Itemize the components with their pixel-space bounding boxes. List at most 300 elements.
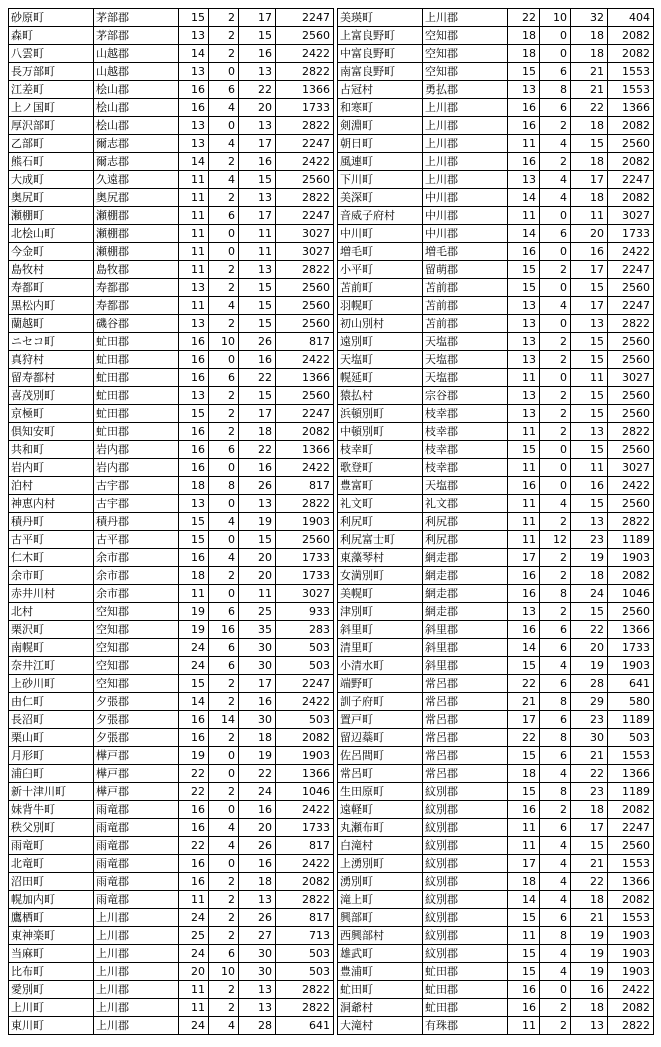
value-a-cell: 16 — [179, 819, 209, 837]
district-cell: 樺戸郡 — [94, 747, 179, 765]
value-a-cell: 16 — [179, 873, 209, 891]
total-cell: 29 — [571, 693, 608, 711]
value-b-cell: 2 — [209, 927, 239, 945]
district-cell: 上川郡 — [423, 171, 508, 189]
table-row — [9, 261, 334, 279]
total-cell: 18 — [571, 567, 608, 585]
table-row — [9, 603, 334, 621]
table-row — [9, 117, 334, 135]
district-cell: 天塩郡 — [423, 351, 508, 369]
table-row — [9, 477, 334, 495]
value-a-cell: 16 — [508, 153, 540, 171]
total-cell: 15 — [239, 531, 276, 549]
value-b-cell: 2 — [209, 999, 239, 1017]
town-name-cell: 仁木町 — [9, 549, 94, 567]
total-cell: 16 — [239, 351, 276, 369]
value-b-cell: 0 — [540, 315, 571, 333]
district-cell: 雨竜郡 — [94, 819, 179, 837]
value-b-cell: 2 — [209, 45, 239, 63]
district-cell: 瀬棚郡 — [94, 225, 179, 243]
rank-value-cell: 641 — [608, 675, 654, 693]
table-row — [338, 333, 654, 351]
total-cell: 24 — [571, 585, 608, 603]
district-cell: 空知郡 — [94, 603, 179, 621]
district-cell: 桧山郡 — [94, 117, 179, 135]
table-row — [9, 945, 334, 963]
table-row — [338, 585, 654, 603]
total-cell: 21 — [571, 63, 608, 81]
district-cell: 上川郡 — [423, 153, 508, 171]
value-b-cell: 6 — [540, 675, 571, 693]
total-cell: 26 — [239, 333, 276, 351]
table-row — [9, 873, 334, 891]
total-cell: 17 — [239, 405, 276, 423]
value-b-cell: 2 — [540, 261, 571, 279]
table-row — [9, 963, 334, 981]
value-b-cell: 4 — [209, 513, 239, 531]
value-a-cell: 16 — [179, 441, 209, 459]
value-b-cell: 4 — [540, 495, 571, 513]
table-row — [338, 243, 654, 261]
total-cell: 11 — [239, 225, 276, 243]
value-b-cell: 2 — [209, 567, 239, 585]
town-name-cell: 置戸町 — [338, 711, 423, 729]
town-name-cell: 東川町 — [9, 1017, 94, 1035]
total-cell: 16 — [239, 459, 276, 477]
rank-value-cell: 817 — [276, 477, 334, 495]
total-cell: 26 — [239, 477, 276, 495]
town-name-cell: 常呂町 — [338, 765, 423, 783]
total-cell: 15 — [571, 351, 608, 369]
table-row — [9, 639, 334, 657]
district-cell: 雨竜郡 — [94, 837, 179, 855]
district-cell: 雨竜郡 — [94, 855, 179, 873]
total-cell: 15 — [239, 279, 276, 297]
value-b-cell: 6 — [540, 63, 571, 81]
town-name-cell: 東神楽町 — [9, 927, 94, 945]
district-cell: 空知郡 — [94, 639, 179, 657]
town-name-cell: 瀬棚町 — [9, 207, 94, 225]
total-cell: 28 — [571, 675, 608, 693]
town-name-cell: 奈井江町 — [9, 657, 94, 675]
value-b-cell: 2 — [540, 153, 571, 171]
value-b-cell: 8 — [540, 81, 571, 99]
rank-value-cell: 2822 — [608, 513, 654, 531]
district-cell: 夕張郡 — [94, 711, 179, 729]
value-a-cell: 15 — [508, 963, 540, 981]
table-row — [338, 135, 654, 153]
town-name-cell: 大成町 — [9, 171, 94, 189]
rank-value-cell: 2560 — [608, 135, 654, 153]
total-cell: 13 — [239, 189, 276, 207]
town-name-cell: 秩父別町 — [9, 819, 94, 837]
town-name-cell: 留辺蘂町 — [338, 729, 423, 747]
town-name-cell: 中川町 — [338, 225, 423, 243]
table-row — [338, 909, 654, 927]
district-cell: 苫前郡 — [423, 297, 508, 315]
value-a-cell: 15 — [179, 531, 209, 549]
district-cell: 空知郡 — [423, 45, 508, 63]
rank-value-cell: 503 — [276, 945, 334, 963]
total-cell: 13 — [571, 315, 608, 333]
district-cell: 紋別郡 — [423, 801, 508, 819]
value-a-cell: 22 — [179, 765, 209, 783]
town-name-cell: 島牧村 — [9, 261, 94, 279]
value-b-cell: 2 — [209, 891, 239, 909]
town-name-cell: 虻田町 — [338, 981, 423, 999]
total-cell: 13 — [239, 495, 276, 513]
town-name-cell: 端野町 — [338, 675, 423, 693]
total-cell: 16 — [571, 243, 608, 261]
value-a-cell: 17 — [508, 711, 540, 729]
total-cell: 17 — [571, 297, 608, 315]
table-row — [338, 657, 654, 675]
total-cell: 13 — [239, 63, 276, 81]
total-cell: 18 — [571, 45, 608, 63]
district-cell: 夕張郡 — [94, 693, 179, 711]
district-cell: 虻田郡 — [94, 369, 179, 387]
table-row — [338, 999, 654, 1017]
town-name-cell: 風連町 — [338, 153, 423, 171]
total-cell: 22 — [571, 621, 608, 639]
value-a-cell: 13 — [508, 351, 540, 369]
value-a-cell: 25 — [179, 927, 209, 945]
table-row — [9, 531, 334, 549]
town-name-cell: 朝日町 — [338, 135, 423, 153]
town-name-cell: 今金町 — [9, 243, 94, 261]
district-cell: 紋別郡 — [423, 783, 508, 801]
table-row — [338, 513, 654, 531]
table-row — [338, 297, 654, 315]
total-cell: 27 — [239, 927, 276, 945]
town-name-cell: 沼田町 — [9, 873, 94, 891]
value-b-cell: 4 — [209, 297, 239, 315]
table-row — [338, 351, 654, 369]
town-name-cell: 剣淵町 — [338, 117, 423, 135]
town-name-cell: 清里町 — [338, 639, 423, 657]
table-row — [9, 999, 334, 1017]
rank-value-cell: 2082 — [608, 117, 654, 135]
total-cell: 19 — [571, 927, 608, 945]
total-cell: 20 — [239, 99, 276, 117]
rank-value-cell: 1733 — [608, 225, 654, 243]
total-cell: 15 — [239, 171, 276, 189]
rank-value-cell: 2822 — [276, 981, 334, 999]
rank-value-cell: 1046 — [276, 783, 334, 801]
total-cell: 13 — [571, 423, 608, 441]
total-cell: 18 — [571, 891, 608, 909]
value-a-cell: 11 — [179, 207, 209, 225]
value-a-cell: 20 — [179, 963, 209, 981]
total-cell: 15 — [571, 279, 608, 297]
value-b-cell: 0 — [540, 45, 571, 63]
total-cell: 15 — [571, 405, 608, 423]
town-name-cell: 栗山町 — [9, 729, 94, 747]
value-a-cell: 16 — [179, 369, 209, 387]
district-cell: 網走郡 — [423, 603, 508, 621]
town-name-cell: 積丹町 — [9, 513, 94, 531]
district-cell: 枝幸郡 — [423, 441, 508, 459]
value-b-cell: 2 — [209, 9, 239, 27]
value-a-cell: 15 — [508, 783, 540, 801]
value-a-cell: 18 — [508, 765, 540, 783]
town-name-cell: 苫前町 — [338, 279, 423, 297]
total-cell: 18 — [571, 999, 608, 1017]
value-a-cell: 13 — [508, 333, 540, 351]
table-row — [338, 171, 654, 189]
value-b-cell: 6 — [540, 747, 571, 765]
table-row — [9, 333, 334, 351]
total-cell: 21 — [571, 855, 608, 873]
value-a-cell: 15 — [508, 261, 540, 279]
value-a-cell: 14 — [508, 639, 540, 657]
value-a-cell: 22 — [508, 675, 540, 693]
district-cell: 虻田郡 — [94, 333, 179, 351]
value-a-cell: 13 — [508, 603, 540, 621]
left-table — [8, 8, 334, 1035]
value-a-cell: 11 — [179, 981, 209, 999]
value-a-cell: 16 — [179, 81, 209, 99]
value-a-cell: 19 — [179, 747, 209, 765]
value-b-cell: 6 — [209, 81, 239, 99]
district-cell: 中川郡 — [423, 207, 508, 225]
town-name-cell: 猿払村 — [338, 387, 423, 405]
total-cell: 13 — [239, 261, 276, 279]
total-cell: 22 — [571, 765, 608, 783]
rank-value-cell: 2247 — [276, 405, 334, 423]
total-cell: 28 — [239, 1017, 276, 1035]
table-row — [9, 855, 334, 873]
district-cell: 余市郡 — [94, 585, 179, 603]
rank-value-cell: 2082 — [608, 45, 654, 63]
town-name-cell: 下川町 — [338, 171, 423, 189]
rank-value-cell: 2822 — [276, 891, 334, 909]
total-cell: 11 — [571, 369, 608, 387]
value-b-cell: 10 — [540, 9, 571, 27]
value-a-cell: 16 — [508, 981, 540, 999]
rank-value-cell: 1366 — [276, 81, 334, 99]
value-b-cell: 4 — [209, 135, 239, 153]
rank-value-cell: 1366 — [276, 369, 334, 387]
district-cell: 虻田郡 — [423, 981, 508, 999]
value-a-cell: 13 — [179, 117, 209, 135]
value-a-cell: 11 — [508, 459, 540, 477]
district-cell: 常呂郡 — [423, 711, 508, 729]
district-cell: 上川郡 — [94, 945, 179, 963]
district-cell: 古平郡 — [94, 531, 179, 549]
town-name-cell: 奥尻町 — [9, 189, 94, 207]
district-cell: 紋別郡 — [423, 909, 508, 927]
district-cell: 虻田郡 — [94, 405, 179, 423]
rank-value-cell: 1553 — [608, 855, 654, 873]
value-b-cell: 2 — [540, 567, 571, 585]
table-row — [338, 423, 654, 441]
table-row — [338, 945, 654, 963]
rank-value-cell: 1366 — [276, 765, 334, 783]
table-row — [9, 801, 334, 819]
rank-value-cell: 1733 — [276, 567, 334, 585]
value-b-cell: 0 — [209, 63, 239, 81]
district-cell: 上川郡 — [94, 1017, 179, 1035]
town-name-cell: 雨竜町 — [9, 837, 94, 855]
total-cell: 30 — [239, 657, 276, 675]
rank-value-cell: 2082 — [276, 873, 334, 891]
value-b-cell: 2 — [540, 513, 571, 531]
value-a-cell: 11 — [179, 243, 209, 261]
value-a-cell: 16 — [508, 99, 540, 117]
town-name-cell: 豊富町 — [338, 477, 423, 495]
value-a-cell: 22 — [508, 729, 540, 747]
district-cell: 枝幸郡 — [423, 459, 508, 477]
town-name-cell: 利尻町 — [338, 513, 423, 531]
town-name-cell: 長沼町 — [9, 711, 94, 729]
table-row — [9, 81, 334, 99]
rank-value-cell: 2560 — [608, 495, 654, 513]
value-b-cell: 4 — [209, 549, 239, 567]
rank-value-cell: 2082 — [608, 801, 654, 819]
value-b-cell: 14 — [209, 711, 239, 729]
value-a-cell: 14 — [508, 891, 540, 909]
value-b-cell: 6 — [540, 639, 571, 657]
table-row — [338, 675, 654, 693]
value-b-cell: 0 — [540, 207, 571, 225]
value-a-cell: 15 — [179, 513, 209, 531]
value-b-cell: 4 — [540, 135, 571, 153]
table-row — [9, 45, 334, 63]
rank-value-cell: 1553 — [608, 909, 654, 927]
rank-value-cell: 2560 — [276, 387, 334, 405]
table-row — [9, 837, 334, 855]
district-cell: 上川郡 — [423, 9, 508, 27]
value-a-cell: 14 — [179, 693, 209, 711]
value-b-cell: 6 — [209, 369, 239, 387]
value-b-cell: 2 — [209, 279, 239, 297]
district-cell: 常呂郡 — [423, 675, 508, 693]
value-a-cell: 13 — [179, 279, 209, 297]
district-cell: 上川郡 — [94, 963, 179, 981]
table-row — [338, 801, 654, 819]
value-a-cell: 11 — [508, 927, 540, 945]
total-cell: 35 — [239, 621, 276, 639]
rank-value-cell: 2560 — [608, 441, 654, 459]
table-row — [338, 567, 654, 585]
value-b-cell: 4 — [209, 1017, 239, 1035]
town-name-cell: 和寒町 — [338, 99, 423, 117]
value-a-cell: 22 — [179, 783, 209, 801]
value-b-cell: 16 — [209, 621, 239, 639]
total-cell: 17 — [571, 261, 608, 279]
total-cell: 19 — [239, 513, 276, 531]
district-cell: 空知郡 — [423, 63, 508, 81]
rank-value-cell: 503 — [608, 729, 654, 747]
total-cell: 24 — [239, 783, 276, 801]
value-b-cell: 2 — [540, 423, 571, 441]
table-row — [338, 279, 654, 297]
total-cell: 11 — [239, 585, 276, 603]
total-cell: 30 — [239, 963, 276, 981]
table-row — [9, 675, 334, 693]
town-name-cell: 浜頓別町 — [338, 405, 423, 423]
total-cell: 22 — [239, 441, 276, 459]
table-row — [9, 765, 334, 783]
total-cell: 21 — [571, 747, 608, 765]
district-cell: 上川郡 — [423, 135, 508, 153]
town-name-cell: 留寿都村 — [9, 369, 94, 387]
table-row — [9, 153, 334, 171]
town-name-cell: 浦臼町 — [9, 765, 94, 783]
town-name-cell: 遠別町 — [338, 333, 423, 351]
value-b-cell: 2 — [540, 333, 571, 351]
value-a-cell: 14 — [508, 225, 540, 243]
rank-value-cell: 2422 — [276, 459, 334, 477]
town-name-cell: 真狩村 — [9, 351, 94, 369]
rank-value-cell: 2082 — [608, 189, 654, 207]
value-b-cell: 12 — [540, 531, 571, 549]
total-cell: 11 — [571, 207, 608, 225]
total-cell: 19 — [571, 963, 608, 981]
rank-value-cell: 2247 — [276, 135, 334, 153]
town-name-cell: ニセコ町 — [9, 333, 94, 351]
value-b-cell: 6 — [540, 819, 571, 837]
town-name-cell: 北村 — [9, 603, 94, 621]
value-a-cell: 11 — [508, 495, 540, 513]
rank-value-cell: 1733 — [276, 549, 334, 567]
value-b-cell: 4 — [209, 99, 239, 117]
district-cell: 宗谷郡 — [423, 387, 508, 405]
value-b-cell: 0 — [540, 243, 571, 261]
rank-value-cell: 817 — [276, 909, 334, 927]
value-b-cell: 2 — [540, 549, 571, 567]
rank-value-cell: 1366 — [608, 765, 654, 783]
rank-value-cell: 2560 — [276, 171, 334, 189]
total-cell: 30 — [239, 711, 276, 729]
right-table-container — [337, 8, 654, 1035]
table-row — [9, 657, 334, 675]
value-a-cell: 19 — [179, 603, 209, 621]
value-b-cell: 2 — [209, 783, 239, 801]
town-name-cell: 幌加内町 — [9, 891, 94, 909]
value-a-cell: 13 — [179, 27, 209, 45]
rank-value-cell: 503 — [276, 963, 334, 981]
total-cell: 11 — [239, 243, 276, 261]
value-b-cell: 4 — [540, 891, 571, 909]
rank-value-cell: 2822 — [276, 999, 334, 1017]
table-row — [9, 783, 334, 801]
value-b-cell: 4 — [540, 873, 571, 891]
value-b-cell: 10 — [209, 963, 239, 981]
value-a-cell: 13 — [508, 171, 540, 189]
value-b-cell: 2 — [209, 981, 239, 999]
total-cell: 23 — [571, 531, 608, 549]
value-b-cell: 6 — [209, 657, 239, 675]
value-a-cell: 11 — [179, 297, 209, 315]
district-cell: 奥尻郡 — [94, 189, 179, 207]
district-cell: 上川郡 — [94, 927, 179, 945]
total-cell: 15 — [239, 297, 276, 315]
town-name-cell: 羽幌町 — [338, 297, 423, 315]
district-cell: 斜里郡 — [423, 621, 508, 639]
value-b-cell: 2 — [209, 693, 239, 711]
value-b-cell: 4 — [540, 189, 571, 207]
town-name-cell: 上砂川町 — [9, 675, 94, 693]
value-a-cell: 15 — [179, 9, 209, 27]
town-name-cell: 礼文町 — [338, 495, 423, 513]
table-row — [338, 603, 654, 621]
town-name-cell: 東藻琴村 — [338, 549, 423, 567]
table-row — [338, 207, 654, 225]
total-cell: 16 — [239, 45, 276, 63]
rank-value-cell: 1553 — [608, 747, 654, 765]
